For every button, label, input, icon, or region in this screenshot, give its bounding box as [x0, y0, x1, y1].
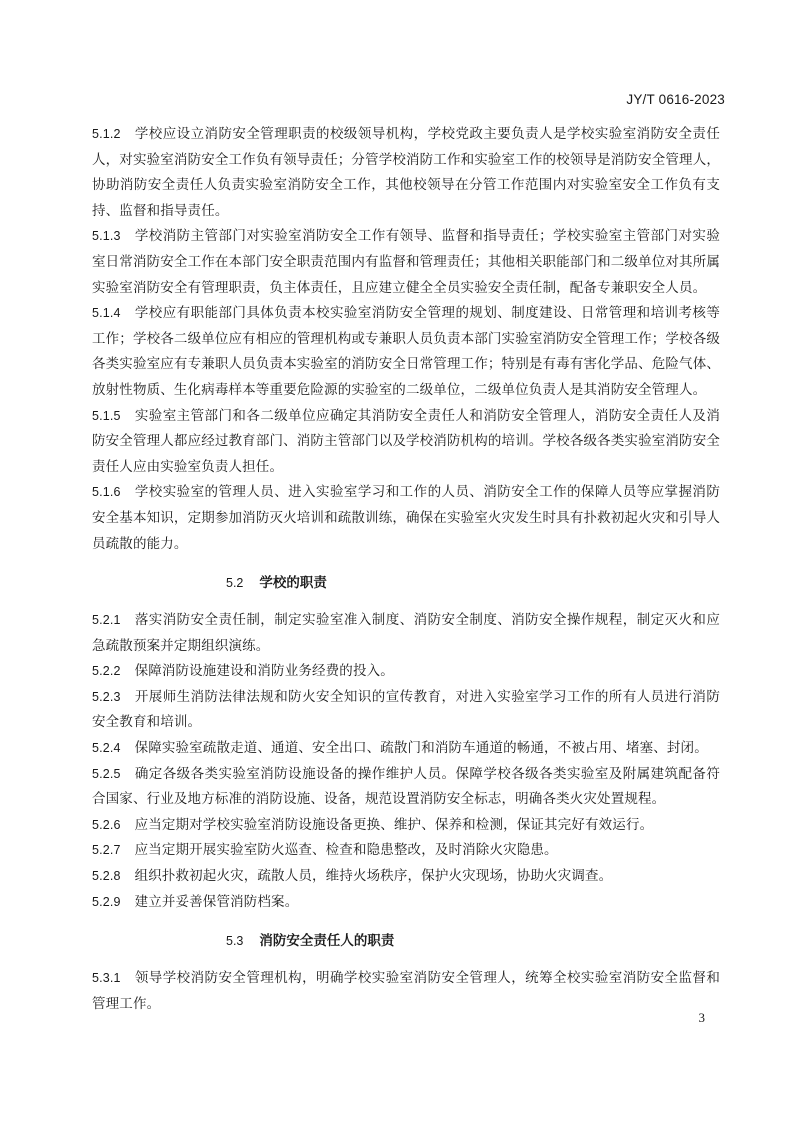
clause-5-1-5	[92, 404, 720, 481]
section-title: 学校的职责	[259, 575, 327, 592]
clause-number: 5.2.1	[92, 613, 121, 628]
clause-5-1-3	[92, 224, 720, 301]
clause-text: 确定各级各类实验室消防设施设备的操作维护人员。保障学校各级各类实验室及附属建筑配备符合国家、行业及地方标准的消防设施、设备，规范设置消防安全标志，明确各类火灾处置规程。	[92, 765, 720, 808]
clause-number: 5.1.5	[92, 408, 121, 423]
clause-number: 5.2.4	[92, 741, 121, 756]
clause-5-2-4	[92, 736, 720, 762]
clause-text: 实验室主管部门和各二级单位应确定其消防安全责任人和消防安全管理人，消防安全责任人及消防安全管理人都应经过教育部门、消防主管部门以及学校消防机构的培训。学校各级各类实验室消防安全责任人应由实验室负责人担任。	[92, 407, 720, 475]
clause-number: 5.2.9	[92, 894, 121, 909]
clause-5-2-5	[92, 762, 720, 813]
clause-number: 5.1.4	[92, 306, 121, 321]
clause-5-2-8	[92, 864, 720, 890]
clause-text: 学校实验室的管理人员、进入实验室学习和工作的人员、消防安全工作的保障人员等应掌握消防安全基本知识，定期参加消防灭火培训和疏散训练，确保在实验室火灾发生时具有扑救初起火灾和引导人员疏散的能力。	[92, 484, 720, 552]
clause-text: 组织扑救初起火灾，疏散人员，维持火场秩序，保护火灾现场，协助火灾调查。	[134, 868, 613, 885]
section-number: 5.3	[226, 934, 244, 949]
section-number: 5.2	[226, 576, 244, 591]
clause-text: 保障消防设施建设和消防业务经费的投入。	[134, 663, 394, 680]
clause-text: 开展师生消防法律法规和防火安全知识的宣传教育，对进入实验室学习工作的所有人员进行消防安全教育和培训。	[92, 688, 720, 731]
clause-5-2-6	[92, 813, 720, 839]
page-number: 3	[698, 1010, 705, 1025]
clause-5-1-4	[92, 301, 720, 403]
clause-text: 领导学校消防安全管理机构，明确学校实验室消防安全管理人，统筹全校实验室消防安全监督和管理工作。	[92, 970, 720, 1012]
clause-text: 建立并妥善保管消防档案。	[134, 893, 299, 910]
clause-5-2-3	[92, 685, 720, 736]
clause-5-3-1	[92, 966, 720, 1017]
clause-5-2-2	[92, 659, 720, 685]
clause-5-2-9	[92, 890, 720, 916]
clause-number: 5.2.3	[92, 689, 121, 704]
section-heading-5-3	[92, 929, 720, 954]
clause-text: 学校应有职能部门具体负责本校实验室消防安全管理的规划、制度建设、日常管理和培训考核等工作；学校各二级单位应有相应的管理机构或专兼职人员负责本部门实验室消防安全管理工作；学校各级各类实验室应有专兼职人员负责本实验室的消防安全日常管理工作；特别是有毒有害化学品、危险气体、放射性物质、生化病毒样本等重要危险源的实验室的二级单位，二级单位负责人是其消防安全管理人。	[92, 305, 720, 398]
clause-text: 保障实验室疏散走道、通道、安全出口、疏散门和消防车通道的畅通，不被占用、堵塞、封闭。	[134, 740, 708, 757]
clause-5-2-7	[92, 838, 720, 864]
section-title: 消防安全责任人的职责	[259, 933, 395, 950]
document-body	[92, 122, 720, 1017]
clause-number: 5.3.1	[92, 971, 121, 986]
clause-5-1-6	[92, 480, 720, 557]
clause-number: 5.2.6	[92, 817, 121, 832]
clause-number: 5.1.2	[92, 127, 121, 141]
clause-text: 学校应设立消防安全管理职责的校级领导机构，学校党政主要负责人是学校实验室消防安全责任人，对实验室消防安全工作负有领导责任；分管学校消防工作和实验室工作的校领导是消防安全管理人，协助消防安全责任人负责实验室消防安全工作，其他校领导在分管工作范围内对实验室安全工作负有支持、监督和指导责任。	[92, 126, 720, 219]
clause-text: 应当定期开展实验室防火巡查、检查和隐患整改，及时消除火灾隐患。	[134, 842, 558, 859]
clause-number: 5.1.6	[92, 485, 121, 500]
clause-5-1-2	[92, 122, 720, 224]
clause-text: 落实消防安全责任制，制定实验室准入制度、消防安全制度、消防安全操作规程，制定灭火和应急疏散预案并定期组织演练。	[92, 612, 720, 654]
clause-number: 5.2.7	[92, 843, 121, 858]
clause-number: 5.2.8	[92, 869, 121, 884]
clause-text: 学校消防主管部门对实验室消防安全工作有领导、监督和指导责任；学校实验室主管部门对实验室日常消防安全工作在本部门安全职责范围内有监督和管理责任；其他相关职能部门和二级单位对其所属实验室消防安全有管理职责，负主体责任，且应建立健全全员实验安全责任制，配备专兼职安全人员。	[92, 228, 720, 296]
clause-5-2-1	[92, 608, 720, 659]
standard-code-header: JY/T 0616-2023	[626, 92, 725, 107]
clause-number: 5.2.5	[92, 766, 121, 781]
clause-number: 5.2.2	[92, 664, 121, 679]
clause-text: 应当定期对学校实验室消防设施设备更换、维护、保养和检测，保证其完好有效运行。	[134, 816, 654, 833]
clause-number: 5.1.3	[92, 229, 121, 244]
section-heading-5-2	[92, 571, 720, 596]
